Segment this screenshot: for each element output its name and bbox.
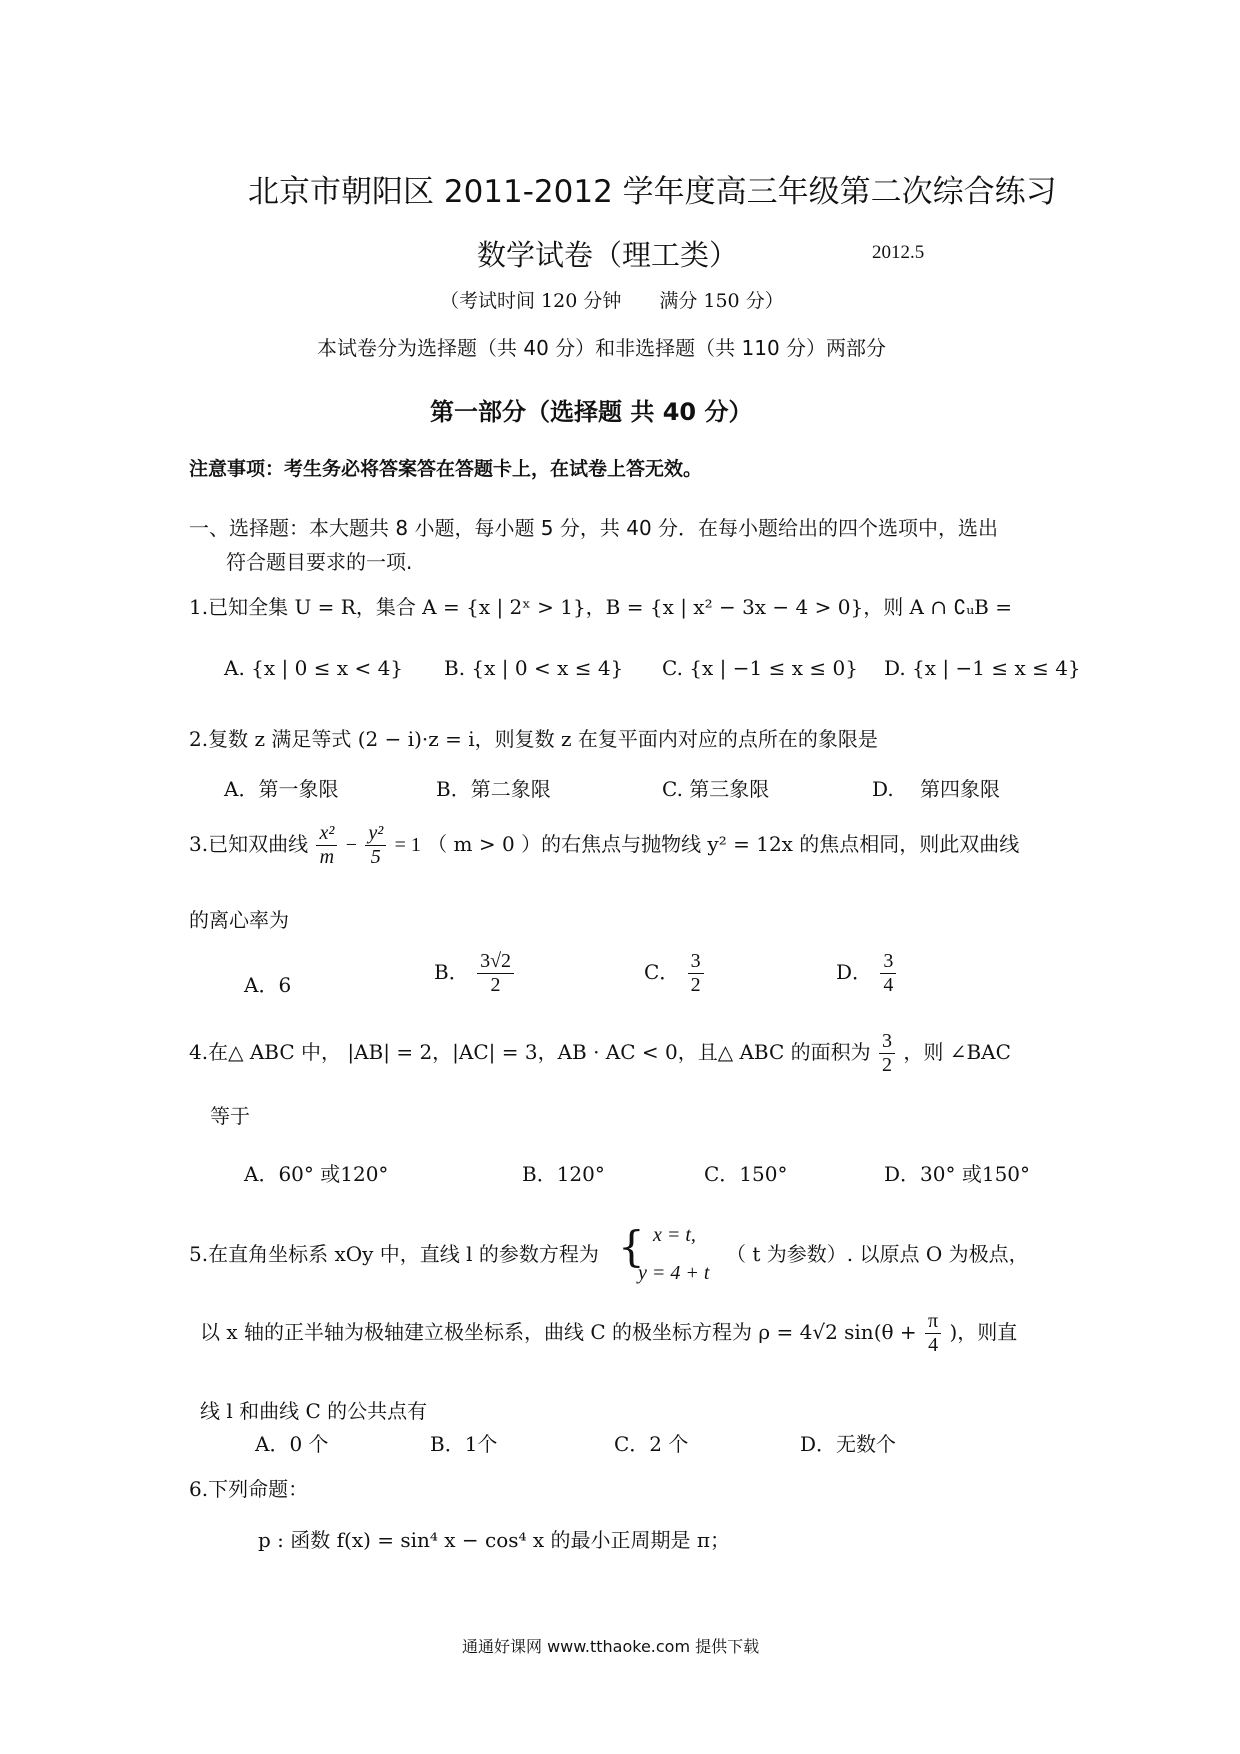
- q5-option-c: C．2 个: [614, 1432, 689, 1456]
- question-1: 1.已知全集 U = R，集合 A = {x | 2ˣ > 1}，B = {x | x² − 3x − 4 > 0}，则 A ∩ ∁ᵤB =: [189, 595, 1012, 619]
- question-5-line2: 以 x 轴的正半轴为极轴建立极坐标系，曲线 C 的极坐标方程为 ρ = 4√2 sin(θ + $\frac{\pi}{4}$ )，则直: [200, 1310, 1018, 1356]
- q3-prefix: 3.已知双曲线: [189, 832, 309, 856]
- q3-middle: （ m > 0 ）的右焦点与抛物线 y² = 12x 的焦点相同，则此双曲线: [427, 832, 1020, 856]
- exam-title: 北京市朝阳区 2011-2012 学年度高三年级第二次综合练习: [248, 174, 1057, 210]
- q5-system-line1: x = t,: [653, 1224, 696, 1246]
- q5-option-d: D．无数个: [800, 1432, 897, 1456]
- section-instructions-cont: 符合题目要求的一项.: [226, 550, 413, 574]
- q1-option-d: D. {x | −1 ≤ x ≤ 4}: [884, 656, 1081, 680]
- q2-option-d: D. 第四象限: [872, 777, 1001, 801]
- q1-option-c: C. {x | −1 ≤ x ≤ 0}: [662, 656, 858, 680]
- q1-option-a: A. {x | 0 ≤ x < 4}: [224, 656, 404, 680]
- section-instructions: 一、选择题：本大题共 8 小题，每小题 5 分，共 40 分．在每小题给出的四个选项中，选出: [189, 516, 999, 540]
- question-2: 2.复数 z 满足等式 (2 − i)·z = i，则复数 z 在复平面内对应的点所在的象限是: [189, 727, 878, 751]
- q4-option-a: A．60° 或120°: [244, 1162, 389, 1186]
- q4-option-c: C．150°: [704, 1162, 788, 1186]
- question-4: 4.在△ ABC 中， |AB| = 2，|AC| = 3，AB · AC < 0，且△ ABC 的面积为 $\frac{3}{2}$ ，则 ∠BAC: [189, 1030, 1011, 1076]
- q3-option-a: A．6: [244, 973, 292, 997]
- q2-option-a: A．第一象限: [224, 777, 339, 801]
- exam-structure: 本试卷分为选择题（共 40 分）和非选择题（共 110 分）两部分: [317, 336, 887, 360]
- q2-option-b: B．第二象限: [436, 777, 551, 801]
- exam-subtitle: 数学试卷（理工类）: [477, 238, 739, 272]
- q2-option-c: C. 第三象限: [662, 777, 770, 801]
- question-6-p: p : 函数 f(x) = sin⁴ x − cos⁴ x 的最小正周期是 π；: [258, 1528, 731, 1552]
- q4-option-d: D．30° 或150°: [884, 1162, 1031, 1186]
- question-3: 3.已知双曲线 $\frac{\text{x²}}{m}$ − $\frac{\text{y²}}{5}$ = 1 （ m > 0 ）的右焦点与抛物线 y² = 12x 的焦点相同，则此双曲线: [189, 822, 1020, 868]
- q3-option-b: B． $\frac{3√2}{2}$: [434, 950, 516, 997]
- q5-system-line2: y = 4 + t: [638, 1262, 710, 1284]
- q5-option-a: A．0 个: [255, 1432, 329, 1456]
- q3-option-c: C． $\frac{3}{2}$: [644, 950, 706, 997]
- notice: 注意事项：考生务必将答案答在答题卡上，在试卷上答无效。: [189, 458, 703, 480]
- question-3-line2: 的离心率为: [189, 908, 289, 932]
- q3-option-d: D． $\frac{3}{4}$: [836, 950, 898, 997]
- exam-time-info: （考试时间 120 分钟 满分 150 分）: [440, 290, 784, 312]
- q1-option-b: B. {x | 0 < x ≤ 4}: [444, 656, 624, 680]
- q3-fraction-y: $\frac{\text{y²}}{5}$: [365, 822, 386, 869]
- part-heading: 第一部分（选择题 共 40 分）: [430, 398, 753, 426]
- footer-source: 通通好课网 www.tthaoke.com 提供下载: [462, 1637, 760, 1656]
- question-5-line3: 线 l 和曲线 C 的公共点有: [200, 1399, 428, 1423]
- question-5-suffix: （ t 为参数）. 以原点 O 为极点，: [726, 1242, 1029, 1266]
- exam-date: 2012.5: [872, 242, 925, 263]
- question-5: 5.在直角坐标系 xOy 中，直线 l 的参数方程为: [189, 1242, 599, 1266]
- q4-option-b: B．120°: [522, 1162, 605, 1186]
- question-4-line2: 等于: [210, 1104, 250, 1128]
- q5-option-b: B．1个: [430, 1432, 498, 1456]
- q5-brace: {: [618, 1222, 645, 1271]
- question-6: 6.下列命题：: [189, 1477, 309, 1501]
- q3-fraction-x: $\frac{\text{x²}}{m}$: [316, 822, 337, 869]
